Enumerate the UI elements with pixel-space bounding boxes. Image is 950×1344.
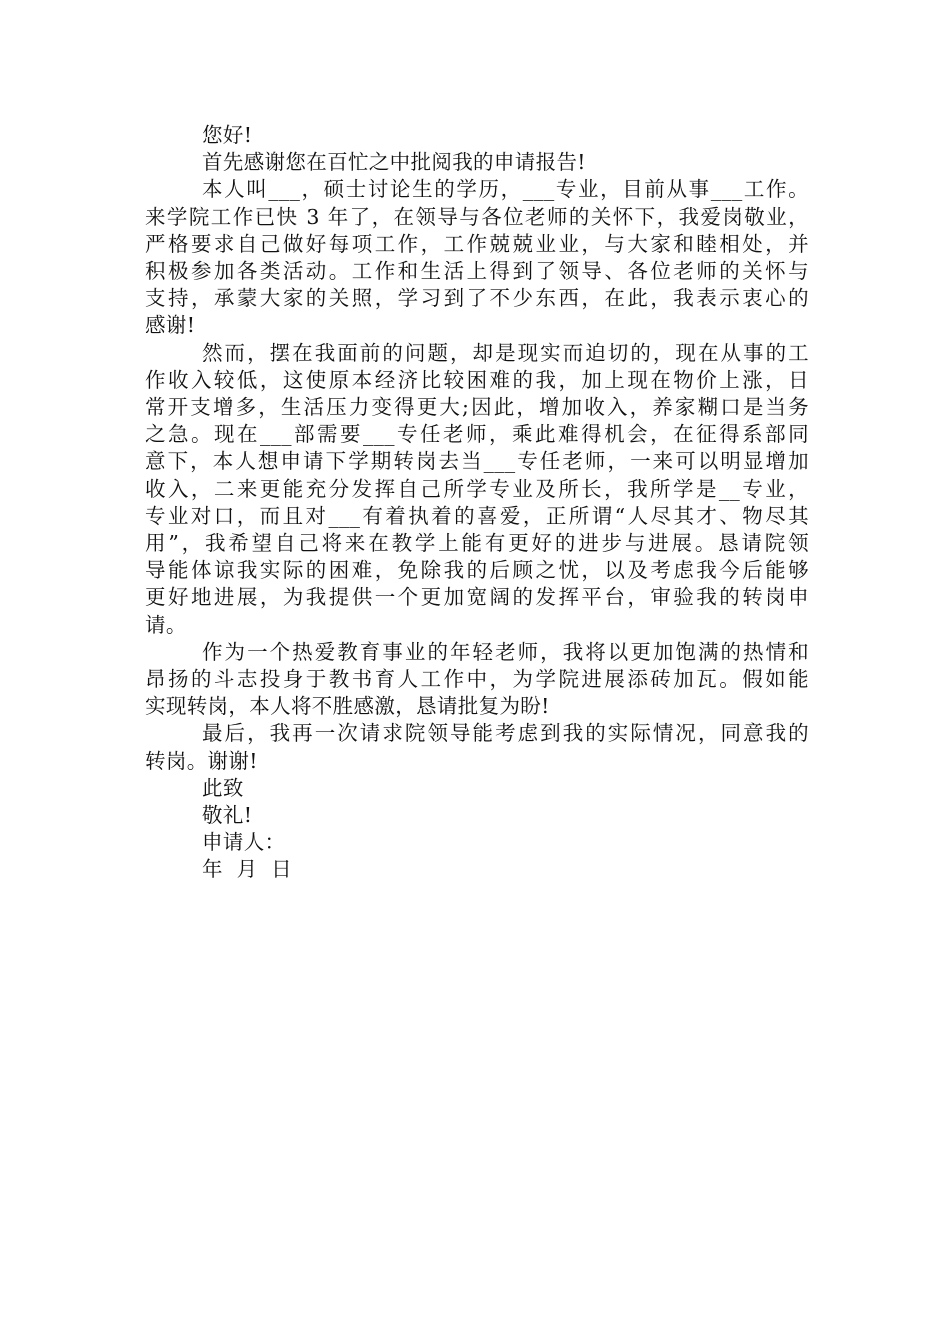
text-line: 然而，摆在我面前的问题，却是现实而迫切的，现在从事的工 bbox=[202, 340, 809, 365]
text-line: 用”，我希望自己将来在教学上能有更好的进步与进展。恳请院领 bbox=[145, 531, 809, 556]
text-line: 最后，我再一次请求院领导能考虑到我的实际情况，同意我的 bbox=[202, 721, 809, 746]
paragraph-reason bbox=[145, 340, 809, 639]
text-line: 之急。现在___部需要___专任老师，乘此难得机会，在征得系部同 bbox=[145, 422, 809, 447]
text-line: 实现转岗，本人将不胜感激，恳请批复为盼! bbox=[145, 694, 550, 719]
date-line: 年 月 日 bbox=[202, 857, 293, 882]
text-line: 常开支增多，生活压力变得更大;因此，增加收入，养家糊口是当务 bbox=[145, 395, 809, 420]
text-line: 转岗。谢谢! bbox=[145, 748, 258, 773]
text-line: 收入，二来更能充分发挥自己所学专业及所长，我所学是__专业， bbox=[145, 476, 809, 501]
text-line: 昂扬的斗志投身于教书育人工作中，为学院进展添砖加瓦。假如能 bbox=[145, 667, 809, 692]
paragraph-introduction bbox=[145, 176, 809, 339]
thanks-line: 首先感谢您在百忙之中批阅我的申请报告! bbox=[202, 150, 586, 175]
text-line: 积极参加各类活动。工作和生活上得到了领导、各位老师的关怀与 bbox=[145, 259, 809, 284]
greeting: 您好! bbox=[202, 123, 253, 147]
paragraph-commitment bbox=[145, 639, 809, 721]
paragraph-request bbox=[145, 720, 809, 774]
text-line: 作为一个热爱教育事业的年轻老师，我将以更加饱满的热情和 bbox=[202, 639, 809, 664]
text-line: 严格要求自己做好每项工作，工作兢兢业业，与大家和睦相处，并 bbox=[145, 231, 809, 256]
text-line: 支持，承蒙大家的关照，学习到了不少东西，在此，我表示衷心的 bbox=[145, 286, 809, 311]
text-line: 更好地进展，为我提供一个更加宽阔的发挥平台，审验我的转岗申 bbox=[145, 585, 809, 610]
applicant-signature: 申请人： bbox=[202, 830, 286, 855]
closing-salutation: 此致 bbox=[202, 775, 244, 800]
text-line: 作收入较低，这使原本经济比较困难的我，加上现在物价上涨，日 bbox=[145, 367, 809, 392]
application-letter bbox=[145, 122, 809, 884]
text-line: 请。 bbox=[145, 612, 187, 637]
text-line: 专业对口，而且对___有着执着的喜爱，正所谓“人尽其才、物尽其 bbox=[145, 503, 809, 528]
text-line: 本人叫___，硕士讨论生的学历，___专业，目前从事___工作。 bbox=[202, 177, 809, 202]
text-line: 导能体谅我实际的困难，免除我的后顾之忧，以及考虑我今后能够 bbox=[145, 558, 809, 583]
text-line: 意下，本人想申请下学期转岗去当___专任老师，一来可以明显增加 bbox=[145, 449, 809, 474]
text-line: 感谢! bbox=[145, 313, 196, 338]
closing-regards: 敬礼! bbox=[202, 803, 253, 828]
text-line: 来学院工作已快 3 年了，在领导与各位老师的关怀下，我爱岗敬业， bbox=[145, 204, 809, 229]
